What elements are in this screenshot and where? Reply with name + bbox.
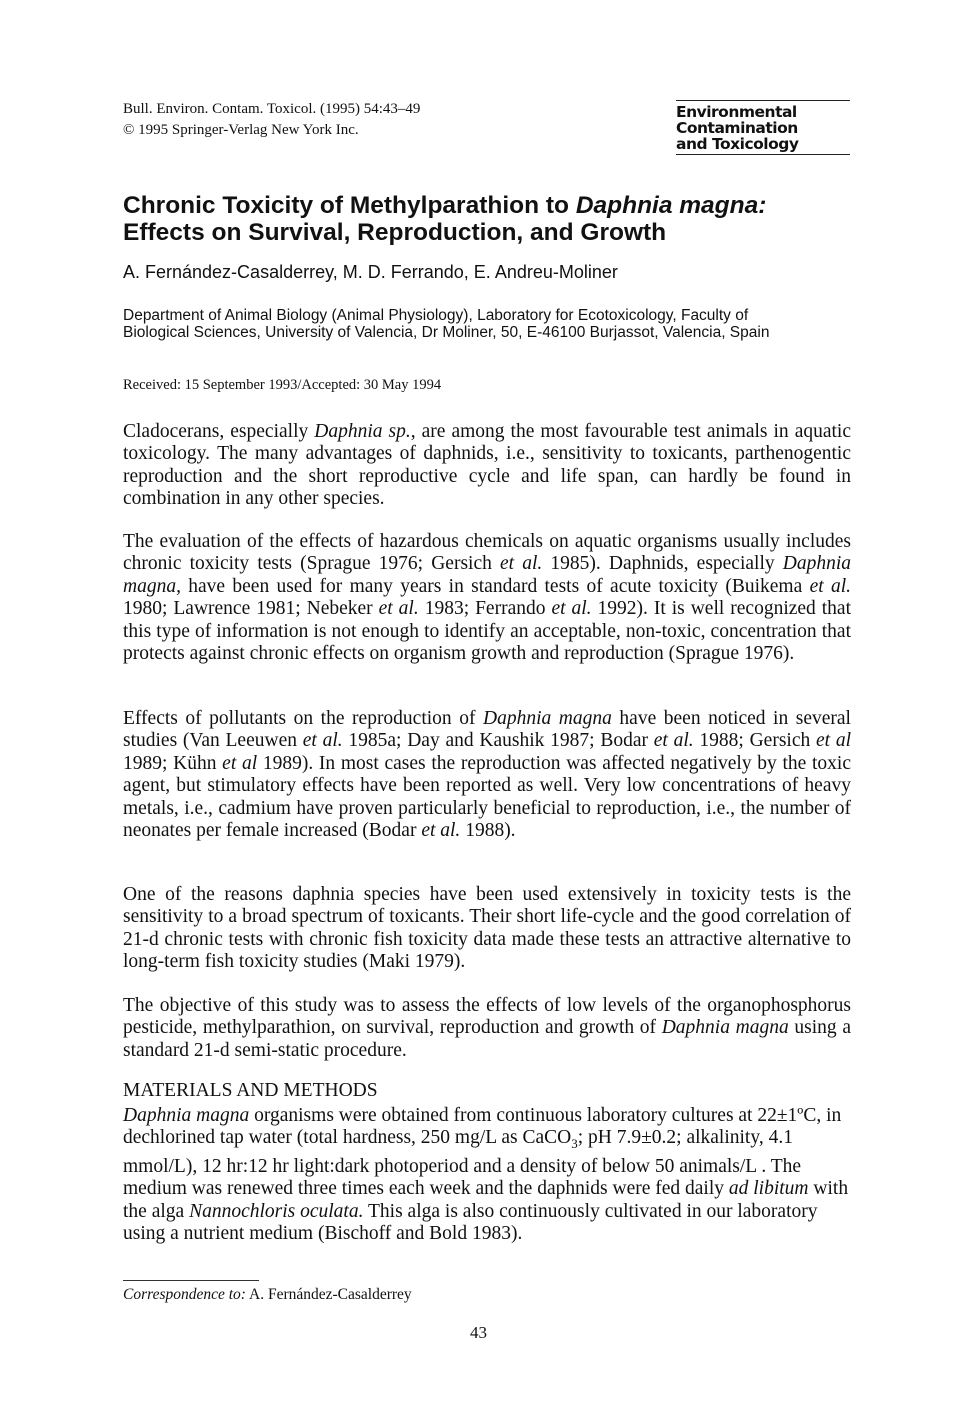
body-paragraph: Effects of pollutants on the reproduction of Daphnia magna have been noticed in several studies (Van Leeuwen et al. 1985a; Day and Kaushik 1987; Bodar et al. 1988; Gersich et al 1989; Kühn et al 1989). In most cases the reproduction was affected negatively by the toxic agent, but stimulatory effects have been reported as well. Very low concentrations of heavy metals, i.e., cadmium have proven particularly beneficial to reproduction, i.e., the number of neonates per female increased (Bodar et al. 1988).	[123, 708, 852, 842]
journal-logo	[676, 100, 850, 155]
page-number: 43	[470, 1323, 487, 1342]
author-list: A. Fernández-Casalderrey, M. D. Ferrando, E. Andreu-Moliner	[123, 262, 618, 282]
footnote-divider	[123, 1280, 259, 1281]
body-paragraph: The evaluation of the effects of hazardous chemicals on aquatic organisms usually includes chronic toxicity tests (Sprague 1976; Gersich et al. 1985). Daphnids, especially Daphnia magna, have been used for many years in standard tests of acute toxicity (Buikema et al. 1980; Lawrence 1981; Nebeker et al. 1983; Ferrando et al. 1992). It is well recognized that this type of information is not enough to identify an acceptable, non-toxic, concentration that protects against chronic effects on organism growth and reproduction (Sprague 1976).	[123, 531, 852, 665]
journal-logo-line: Contamination	[676, 119, 798, 137]
citation-block	[123, 99, 420, 141]
body-paragraph: Daphnia magna organisms were obtained from continuous laboratory cultures at 22±1ºC, in dechlorined tap water (total hardness, 250 mg/L as CaCO$_3$; pH 7.9±0.2; alkalinity, 4.1 mmol/L), 12 hr:12 hr light:dark photoperiod and a density of below 50 animals/L . The medium was renewed three times each week and the daphnids were fed daily ad libitum with the alga Nannochloris oculata. This alga is also continuously cultivated in our laboratory using a nutrient medium (Bischoff and Bold 1983).	[123, 1105, 849, 1244]
copyright-line: © 1995 Springer-Verlag New York Inc.	[123, 122, 359, 138]
body-paragraph: Cladocerans, especially Daphnia sp., are among the most favourable test animals in aquatic toxicology. The many advantages of daphnids, i.e., sensitivity to toxicants, parthenogentic reproduction and the short reproductive cycle and life span, can hardly be found in combination in any other species.	[123, 421, 851, 510]
body-paragraph: The objective of this study was to assess the effects of low levels of the organophosphorus pesticide, methylparathion, on survival, reproduction and growth of Daphnia magna using a standard 21-d semi-static procedure.	[123, 995, 851, 1061]
section-heading: MATERIALS AND METHODS	[123, 1080, 378, 1101]
journal-logo-line: Environmental	[676, 103, 797, 121]
received-dates: Received: 15 September 1993/Accepted: 30 May 1994	[123, 377, 442, 393]
journal-logo-line: and Toxicology	[676, 135, 799, 153]
body-paragraph: One of the reasons daphnia species have been used extensively in toxicity tests is the sensitivity to a broad spectrum of toxicants. Their short life-cycle and the good correlation of 21-d chronic tests with chronic fish toxicity data made these tests an attractive alternative to long-term fish toxicity studies (Maki 1979).	[123, 884, 851, 973]
article-title: Chronic Toxicity of Methylparathion to Daphnia magna: Effects on Survival, Reproduction, and Growth	[123, 192, 767, 246]
correspondence-footnote: Correspondence to: A. Fernández-Casalderrey	[123, 1286, 412, 1303]
citation-line: Bull. Environ. Contam. Toxicol. (1995) 54:43–49	[123, 101, 421, 117]
affiliation: Department of Animal Biology (Animal Physiology), Laboratory for Ecotoxicology, Faculty of Biological Sciences, University of Valencia, Dr Moliner, 50, E-46100 Burjassot, Valencia, Spain	[123, 307, 770, 341]
